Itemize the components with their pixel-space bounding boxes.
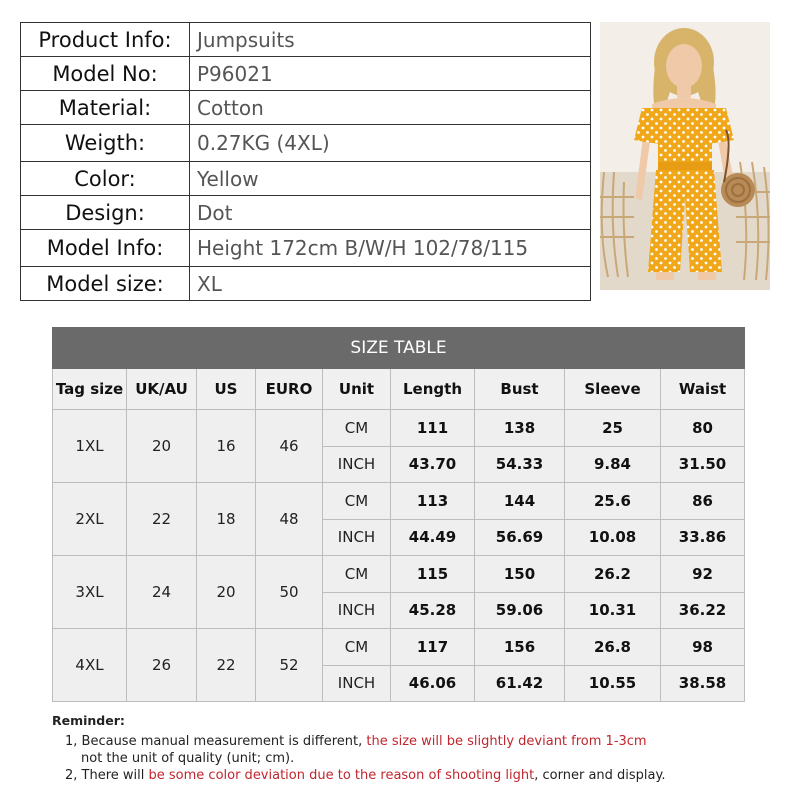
uk-size-cell: 24 [127, 556, 197, 629]
length-cell: 45.28 [391, 592, 475, 629]
euro-size-cell: 52 [256, 629, 323, 702]
waist-cell: 31.50 [661, 446, 745, 483]
info-row-material [21, 91, 591, 125]
unit-cell: CM [323, 410, 391, 447]
bust-cell: 144 [475, 483, 565, 520]
euro-size-cell: 46 [256, 410, 323, 483]
uk-size-cell: 22 [127, 483, 197, 556]
table-row [53, 410, 745, 447]
waist-cell: 36.22 [661, 592, 745, 629]
info-label: Model size: [21, 267, 190, 301]
unit-cell: CM [323, 483, 391, 520]
column-header: Length [391, 369, 475, 410]
waist-cell: 86 [661, 483, 745, 520]
euro-size-cell: 50 [256, 556, 323, 629]
reminder-title: Reminder: [52, 713, 125, 728]
product-info-table [20, 22, 591, 301]
model-photo [600, 22, 770, 290]
info-value: Jumpsuits [190, 23, 591, 57]
info-label: Model No: [21, 57, 190, 91]
table-row [53, 483, 745, 520]
bust-cell: 138 [475, 410, 565, 447]
waist-cell: 38.58 [661, 665, 745, 702]
sleeve-cell: 9.84 [565, 446, 661, 483]
info-value: 0.27KG (4XL) [190, 125, 591, 162]
info-label: Material: [21, 91, 190, 125]
length-cell: 115 [391, 556, 475, 593]
tag-size-cell: 4XL [53, 629, 127, 702]
sleeve-cell: 10.08 [565, 519, 661, 556]
waist-cell: 98 [661, 629, 745, 666]
reminder-line-2-suffix: , corner and display. [534, 768, 666, 783]
reminder-note [52, 712, 772, 784]
column-header: Tag size [53, 369, 127, 410]
column-header: Sleeve [565, 369, 661, 410]
bust-cell: 150 [475, 556, 565, 593]
sleeve-cell: 26.2 [565, 556, 661, 593]
info-row-model-size [21, 267, 591, 301]
tag-size-cell: 1XL [53, 410, 127, 483]
info-row-model-info [21, 230, 591, 267]
column-header: Waist [661, 369, 745, 410]
column-header: UK/AU [127, 369, 197, 410]
reminder-line-1-highlight: the size will be slightly deviant from 1-3cm [366, 734, 647, 749]
size-table-header-row [53, 369, 745, 410]
waist-cell: 80 [661, 410, 745, 447]
column-header: US [197, 369, 256, 410]
us-size-cell: 22 [197, 629, 256, 702]
unit-cell: INCH [323, 592, 391, 629]
size-table-title: SIZE TABLE [53, 328, 745, 369]
length-cell: 46.06 [391, 665, 475, 702]
uk-size-cell: 26 [127, 629, 197, 702]
info-row-product [21, 23, 591, 57]
unit-cell: CM [323, 629, 391, 666]
column-header: EURO [256, 369, 323, 410]
info-value: XL [190, 267, 591, 301]
info-value: P96021 [190, 57, 591, 91]
tag-size-cell: 2XL [53, 483, 127, 556]
unit-cell: INCH [323, 519, 391, 556]
bust-cell: 56.69 [475, 519, 565, 556]
us-size-cell: 16 [197, 410, 256, 483]
us-size-cell: 20 [197, 556, 256, 629]
info-row-model-no [21, 57, 591, 91]
model-photo-illustration [600, 22, 770, 290]
info-label: Design: [21, 196, 190, 230]
waist-cell: 33.86 [661, 519, 745, 556]
length-cell: 111 [391, 410, 475, 447]
info-label: Color: [21, 162, 190, 196]
tag-size-cell: 3XL [53, 556, 127, 629]
info-row-color [21, 162, 591, 196]
table-row [53, 556, 745, 593]
table-row [53, 629, 745, 666]
info-value: Yellow [190, 162, 591, 196]
column-header: Unit [323, 369, 391, 410]
waist-cell: 92 [661, 556, 745, 593]
bust-cell: 59.06 [475, 592, 565, 629]
euro-size-cell: 48 [256, 483, 323, 556]
reminder-line-2-highlight: be some color deviation due to the reason of shooting light [148, 768, 535, 783]
reminder-line-2-text: 2, There will [65, 768, 149, 783]
size-table [52, 327, 745, 702]
bust-cell: 61.42 [475, 665, 565, 702]
unit-cell: INCH [323, 446, 391, 483]
info-label: Model Info: [21, 230, 190, 267]
info-value: Dot [190, 196, 591, 230]
length-cell: 113 [391, 483, 475, 520]
reminder-line-1-continued: not the unit of quality (unit; cm). [81, 751, 295, 766]
us-size-cell: 18 [197, 483, 256, 556]
reminder-line-1-text: 1, Because manual measurement is different, [65, 734, 367, 749]
info-value: Cotton [190, 91, 591, 125]
sleeve-cell: 25.6 [565, 483, 661, 520]
uk-size-cell: 20 [127, 410, 197, 483]
reminder-line-1 [52, 733, 772, 750]
length-cell: 43.70 [391, 446, 475, 483]
bust-cell: 54.33 [475, 446, 565, 483]
reminder-line-2 [52, 767, 772, 784]
length-cell: 117 [391, 629, 475, 666]
info-row-weight [21, 125, 591, 162]
sleeve-cell: 25 [565, 410, 661, 447]
info-value: Height 172cm B/W/H 102/78/115 [190, 230, 591, 267]
column-header: Bust [475, 369, 565, 410]
unit-cell: INCH [323, 665, 391, 702]
sleeve-cell: 10.55 [565, 665, 661, 702]
unit-cell: CM [323, 556, 391, 593]
length-cell: 44.49 [391, 519, 475, 556]
sleeve-cell: 26.8 [565, 629, 661, 666]
bust-cell: 156 [475, 629, 565, 666]
info-row-design [21, 196, 591, 230]
info-label: Weigth: [21, 125, 190, 162]
sleeve-cell: 10.31 [565, 592, 661, 629]
info-label: Product Info: [21, 23, 190, 57]
